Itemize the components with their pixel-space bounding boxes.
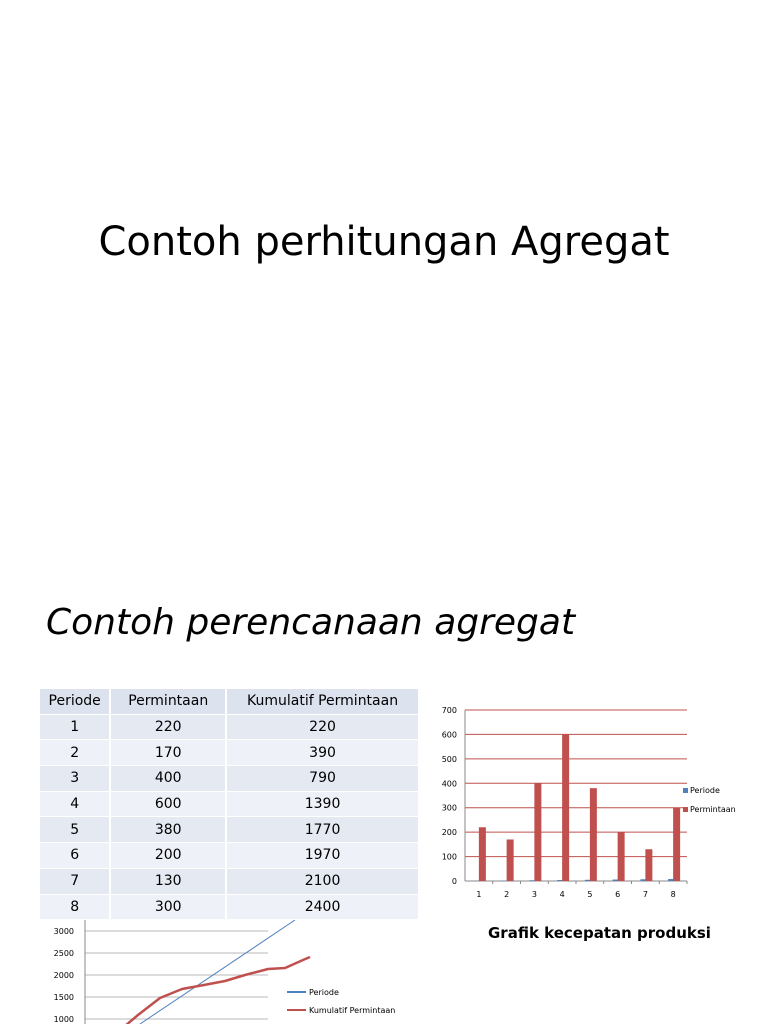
y-tick-label: 2500 (53, 949, 74, 958)
legend-swatch (683, 807, 688, 812)
y-tick-label: 500 (441, 754, 457, 764)
table-cell: 5 (40, 817, 110, 843)
legend-label: Periode (690, 786, 720, 795)
x-tick-label: 2 (504, 890, 510, 899)
bar-chart-caption: Grafik kecepatan produksi (488, 924, 711, 942)
table-row (40, 714, 419, 740)
table-cell: 220 (226, 714, 419, 740)
table-row (40, 766, 419, 792)
table-cell: 170 (110, 740, 226, 766)
table-row (40, 817, 419, 843)
y-tick-label: 0 (451, 877, 457, 886)
table-cell: 6 (40, 843, 110, 869)
slide-divider (0, 575, 768, 576)
slide-title: Contoh perhitungan Agregat (98, 219, 670, 265)
bar-permintaan (534, 783, 541, 881)
table-cell: 4 (40, 791, 110, 817)
table-cell: 380 (110, 817, 226, 843)
table-cell: 2100 (226, 868, 419, 894)
y-tick-label: 100 (441, 852, 457, 862)
table-header-cell: Periode (40, 689, 110, 714)
y-tick-label: 3000 (53, 927, 74, 936)
table-row (40, 894, 419, 920)
legend-swatch (683, 788, 688, 793)
legend-label: Permintaan (690, 805, 736, 814)
y-tick-label: 700 (441, 706, 457, 715)
x-tick-label: 6 (615, 890, 621, 899)
y-tick-label: 200 (441, 828, 457, 838)
y-tick-label: 400 (441, 779, 457, 789)
x-tick-label: 5 (587, 890, 593, 899)
table-cell: 1770 (226, 817, 419, 843)
y-tick-label: 600 (441, 730, 457, 740)
bar-permintaan (673, 808, 680, 881)
bar-permintaan (507, 839, 514, 881)
table-row (40, 740, 419, 766)
table-cell: 300 (110, 894, 226, 920)
table-cell: 8 (40, 894, 110, 920)
section-title: Contoh perencanaan agregat (46, 602, 576, 643)
table-header-cell: Permintaan (110, 689, 226, 714)
table-cell: 390 (226, 740, 419, 766)
table-header-cell: Kumulatif Permintaan (226, 689, 419, 714)
table-cell: 2 (40, 740, 110, 766)
bar-permintaan (590, 788, 597, 881)
table-cell: 1 (40, 714, 110, 740)
table-cell: 200 (110, 843, 226, 869)
table-cell: 1390 (226, 791, 419, 817)
bar-permintaan (562, 734, 569, 881)
y-tick-label: 300 (441, 803, 457, 813)
bar-chart (430, 700, 760, 905)
y-tick-label: 1500 (53, 993, 74, 1002)
table-cell: 130 (110, 868, 226, 894)
x-tick-label: 1 (476, 890, 482, 899)
table-cell: 2400 (226, 894, 419, 920)
table-cell: 600 (110, 791, 226, 817)
y-tick-label: 1000 (53, 1015, 74, 1024)
bar-permintaan (618, 832, 625, 881)
x-tick-label: 7 (642, 890, 648, 899)
legend-label: Periode (309, 988, 339, 997)
table-cell: 7 (40, 868, 110, 894)
x-tick-label: 3 (531, 890, 537, 899)
x-tick-label: 8 (670, 890, 676, 899)
series-kumulatif-line (112, 957, 310, 1024)
table-body (40, 714, 419, 920)
table-cell: 400 (110, 766, 226, 792)
demand-table (40, 689, 420, 920)
bar-permintaan (479, 827, 486, 881)
table-row (40, 868, 419, 894)
table-row (40, 791, 419, 817)
x-tick-label: 4 (559, 890, 565, 899)
legend-label: Kumulatif Permintaan (309, 1006, 396, 1015)
y-tick-label: 2000 (53, 971, 74, 980)
table-cell: 1970 (226, 843, 419, 869)
table-header-row (40, 689, 419, 714)
table-row (40, 843, 419, 869)
table-cell: 220 (110, 714, 226, 740)
bar-permintaan (645, 849, 652, 881)
table-cell: 3 (40, 766, 110, 792)
series-periode-line (140, 920, 295, 1024)
table-cell: 790 (226, 766, 419, 792)
line-chart (40, 920, 430, 1024)
